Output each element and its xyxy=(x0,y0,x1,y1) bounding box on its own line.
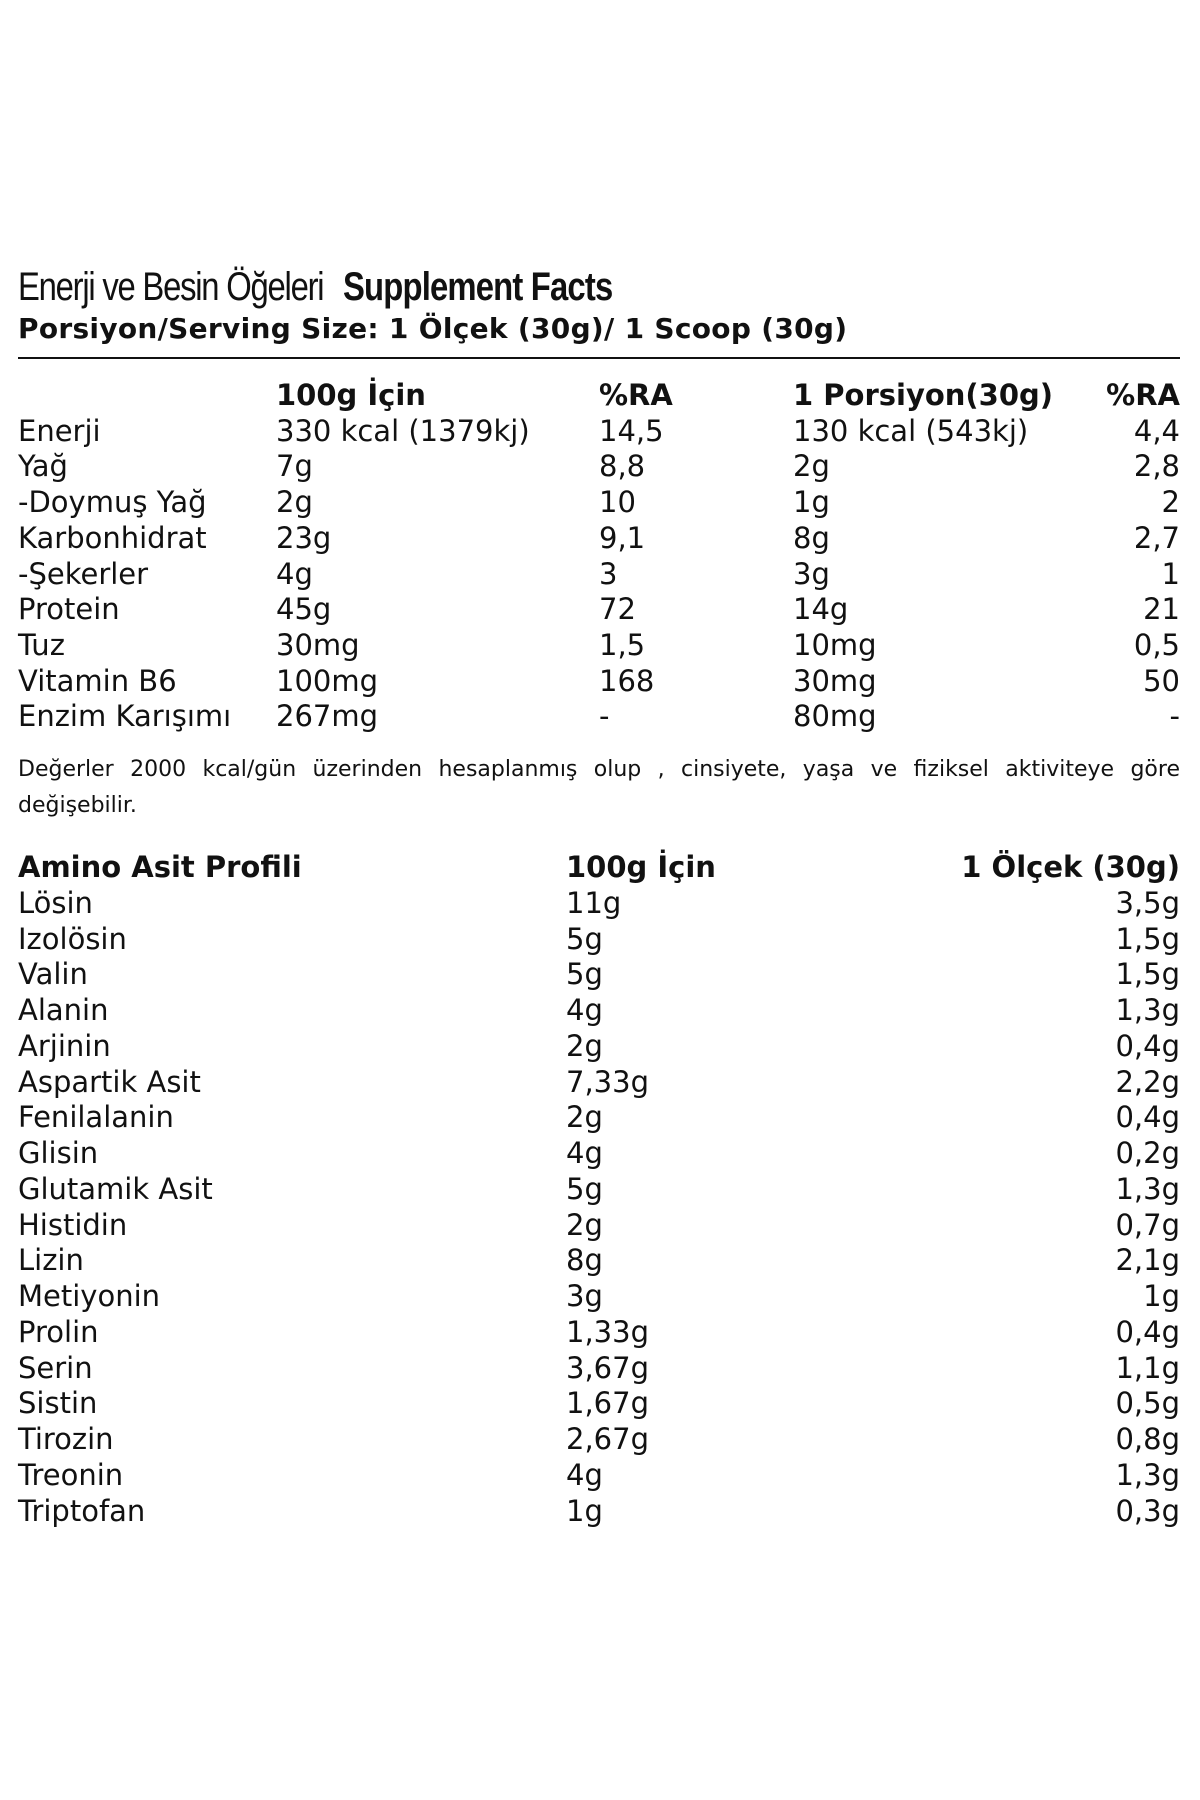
amino-cell: 8g xyxy=(566,1243,603,1278)
amino-cell: Treonin xyxy=(18,1457,124,1492)
amino-cell: Aspartik Asit xyxy=(18,1064,201,1099)
amino-row xyxy=(0,1494,1200,1530)
header-divider xyxy=(18,357,1180,359)
nutrition-row xyxy=(0,449,1200,485)
amino-cell: Lösin xyxy=(18,885,93,920)
amino-cell: Izolösin xyxy=(18,921,127,956)
amino-cell: Lizin xyxy=(18,1243,84,1278)
nutrition-cell: 30mg xyxy=(793,663,877,698)
amino-header-row xyxy=(0,850,1200,886)
amino-row xyxy=(0,1100,1200,1136)
title-english: Supplement Facts xyxy=(343,265,613,309)
amino-cell: Triptofan xyxy=(18,1493,146,1528)
nutrition-column-header: 1 Porsiyon(30g) xyxy=(793,378,1054,412)
amino-row xyxy=(0,957,1200,993)
amino-cell: 0,7g xyxy=(1115,1207,1180,1242)
nutrition-cell: Enerji xyxy=(18,413,101,448)
amino-cell: 4g xyxy=(566,993,603,1027)
nutrition-row xyxy=(0,557,1200,593)
nutrition-cell: 8g xyxy=(793,520,830,555)
amino-cell: Serin xyxy=(18,1350,93,1385)
amino-cell: Glutamik Asit xyxy=(18,1171,213,1206)
amino-row xyxy=(0,886,1200,922)
amino-cell: 4g xyxy=(566,1136,603,1170)
nutrition-row xyxy=(0,592,1200,628)
nutrition-cell: 0,5 xyxy=(1133,627,1180,662)
amino-cell: 3,67g xyxy=(566,1350,649,1385)
amino-cell: 0,4g xyxy=(1115,1100,1180,1135)
amino-cell: 1,3g xyxy=(1115,993,1180,1027)
amino-cell: 1,1g xyxy=(1115,1350,1180,1385)
nutrition-cell: 1g xyxy=(793,485,830,520)
amino-cell: 0,2g xyxy=(1115,1136,1180,1170)
amino-cell: Histidin xyxy=(18,1207,128,1242)
nutrition-cell: 3g xyxy=(793,556,830,591)
amino-row xyxy=(0,993,1200,1029)
amino-cell: 0,4g xyxy=(1115,1314,1180,1349)
nutrition-cell: Karbonhidrat xyxy=(18,520,207,555)
amino-row xyxy=(0,1208,1200,1244)
label-header xyxy=(18,265,613,310)
amino-cell: 0,3g xyxy=(1115,1493,1180,1528)
amino-cell: 2,1g xyxy=(1115,1243,1180,1278)
nutrition-cell: 45g xyxy=(276,592,332,627)
nutrition-cell: 50 xyxy=(1143,663,1180,698)
amino-row xyxy=(0,922,1200,958)
amino-cell: Fenilalanin xyxy=(18,1100,174,1135)
nutrition-cell: 21 xyxy=(1143,592,1180,627)
daily-value-note: Değerler 2000 kcal/gün üzerinden hesaplanmış olup , cinsiyete, yaşa ve fiziksel aktiviteye göre değişebilir. xyxy=(18,757,1180,818)
nutrition-cell: 267mg xyxy=(276,699,379,734)
nutrition-cell: -Şekerler xyxy=(18,556,149,591)
nutrition-cell: 2g xyxy=(793,449,830,484)
nutrition-cell: 1 xyxy=(1161,556,1180,591)
amino-cell: Glisin xyxy=(18,1136,99,1170)
amino-cell: 1,67g xyxy=(566,1386,649,1421)
title-turkish: Enerji ve Besin Öğeleri xyxy=(18,265,324,309)
nutrition-column-header: 100g İçin xyxy=(276,378,426,412)
nutrition-cell: 4g xyxy=(276,556,313,591)
amino-cell: Alanin xyxy=(18,993,109,1027)
nutrition-cell: 8,8 xyxy=(599,449,646,484)
serving-size: Porsiyon/Serving Size: 1 Ölçek (30g)/ 1 Scoop (30g) xyxy=(18,312,848,345)
amino-cell: Prolin xyxy=(18,1314,99,1349)
nutrition-column-header: %RA xyxy=(599,378,673,412)
amino-row xyxy=(0,1386,1200,1422)
nutrition-cell: 80mg xyxy=(793,699,877,734)
nutrition-cell: 2,8 xyxy=(1133,449,1180,484)
amino-cell: Valin xyxy=(18,957,88,992)
amino-cell: Arjinin xyxy=(18,1028,111,1063)
nutrition-cell: 30mg xyxy=(276,627,360,662)
amino-row xyxy=(0,1136,1200,1172)
nutrition-cell: 3 xyxy=(599,556,618,591)
nutrition-row xyxy=(0,521,1200,557)
amino-cell: 4g xyxy=(566,1457,603,1492)
amino-row xyxy=(0,1458,1200,1494)
amino-row xyxy=(0,1422,1200,1458)
amino-cell: 5g xyxy=(566,921,603,956)
nutrition-header-row xyxy=(0,378,1200,414)
nutrition-cell: 100mg xyxy=(276,663,379,698)
nutrition-row xyxy=(0,628,1200,664)
amino-cell: 1,5g xyxy=(1115,921,1180,956)
nutrition-cell: 330 kcal (1379kj) xyxy=(276,413,530,448)
amino-row xyxy=(0,1315,1200,1351)
amino-cell: 2,67g xyxy=(566,1422,649,1456)
amino-cell: 1,3g xyxy=(1115,1171,1180,1206)
nutrition-cell: 23g xyxy=(276,520,332,555)
amino-cell: 7,33g xyxy=(566,1064,649,1099)
amino-cell: Sistin xyxy=(18,1386,98,1421)
nutrition-cell: 130 kcal (543kj) xyxy=(793,413,1029,448)
nutrition-cell: 168 xyxy=(599,663,655,698)
amino-cell: Metiyonin xyxy=(18,1279,161,1313)
nutrition-column-header: %RA xyxy=(1106,378,1180,412)
amino-cell: 0,4g xyxy=(1115,1028,1180,1063)
amino-cell: 0,5g xyxy=(1115,1386,1180,1421)
amino-cell: 2g xyxy=(566,1100,603,1135)
nutrition-cell: 2 xyxy=(1161,485,1180,520)
amino-row xyxy=(0,1351,1200,1387)
nutrition-cell: 1,5 xyxy=(599,627,646,662)
amino-cell: 5g xyxy=(566,1171,603,1206)
nutrition-row xyxy=(0,699,1200,735)
amino-cell: 1,5g xyxy=(1115,957,1180,992)
amino-cell: 3g xyxy=(566,1279,603,1313)
amino-cell: 2g xyxy=(566,1028,603,1063)
nutrition-row xyxy=(0,664,1200,700)
nutrition-cell: Vitamin B6 xyxy=(18,663,177,698)
nutrition-cell: 72 xyxy=(599,592,636,627)
amino-column-header: Amino Asit Profili xyxy=(18,850,302,884)
amino-row xyxy=(0,1172,1200,1208)
nutrition-cell: Protein xyxy=(18,592,120,627)
nutrition-cell: 7g xyxy=(276,449,313,484)
nutrition-cell: 9,1 xyxy=(599,520,646,555)
nutrition-cell: 2,7 xyxy=(1133,520,1180,555)
nutrition-cell: 10mg xyxy=(793,627,877,662)
nutrition-cell: -Doymuş Yağ xyxy=(18,485,207,520)
nutrition-cell: 14g xyxy=(793,592,849,627)
amino-row xyxy=(0,1243,1200,1279)
nutrition-cell: 4,4 xyxy=(1133,413,1180,448)
nutrition-row xyxy=(0,485,1200,521)
amino-cell: 1,3g xyxy=(1115,1457,1180,1492)
amino-column-header: 100g İçin xyxy=(566,850,716,884)
amino-cell: 11g xyxy=(566,885,622,920)
nutrition-cell: 2g xyxy=(276,485,313,520)
amino-cell: 2,2g xyxy=(1115,1064,1180,1099)
amino-row xyxy=(0,1065,1200,1101)
amino-row xyxy=(0,1279,1200,1315)
amino-cell: 5g xyxy=(566,957,603,992)
amino-row xyxy=(0,1029,1200,1065)
amino-cell: 1g xyxy=(1143,1279,1180,1313)
amino-cell: 0,8g xyxy=(1115,1422,1180,1456)
nutrition-cell: 10 xyxy=(599,485,636,520)
nutrition-cell: - xyxy=(1169,699,1180,734)
nutrition-cell: - xyxy=(599,699,610,734)
amino-cell: 1g xyxy=(566,1493,603,1528)
amino-cell: 1,33g xyxy=(566,1314,649,1349)
amino-cell: 3,5g xyxy=(1115,885,1180,920)
amino-cell: 2g xyxy=(566,1207,603,1242)
nutrition-cell: Yağ xyxy=(18,449,68,484)
nutrition-cell: Tuz xyxy=(18,627,65,662)
nutrition-cell: 14,5 xyxy=(599,413,664,448)
nutrition-cell: Enzim Karışımı xyxy=(18,699,232,734)
nutrition-row xyxy=(0,414,1200,450)
amino-cell: Tirozin xyxy=(18,1422,114,1456)
amino-column-header: 1 Ölçek (30g) xyxy=(961,850,1180,884)
